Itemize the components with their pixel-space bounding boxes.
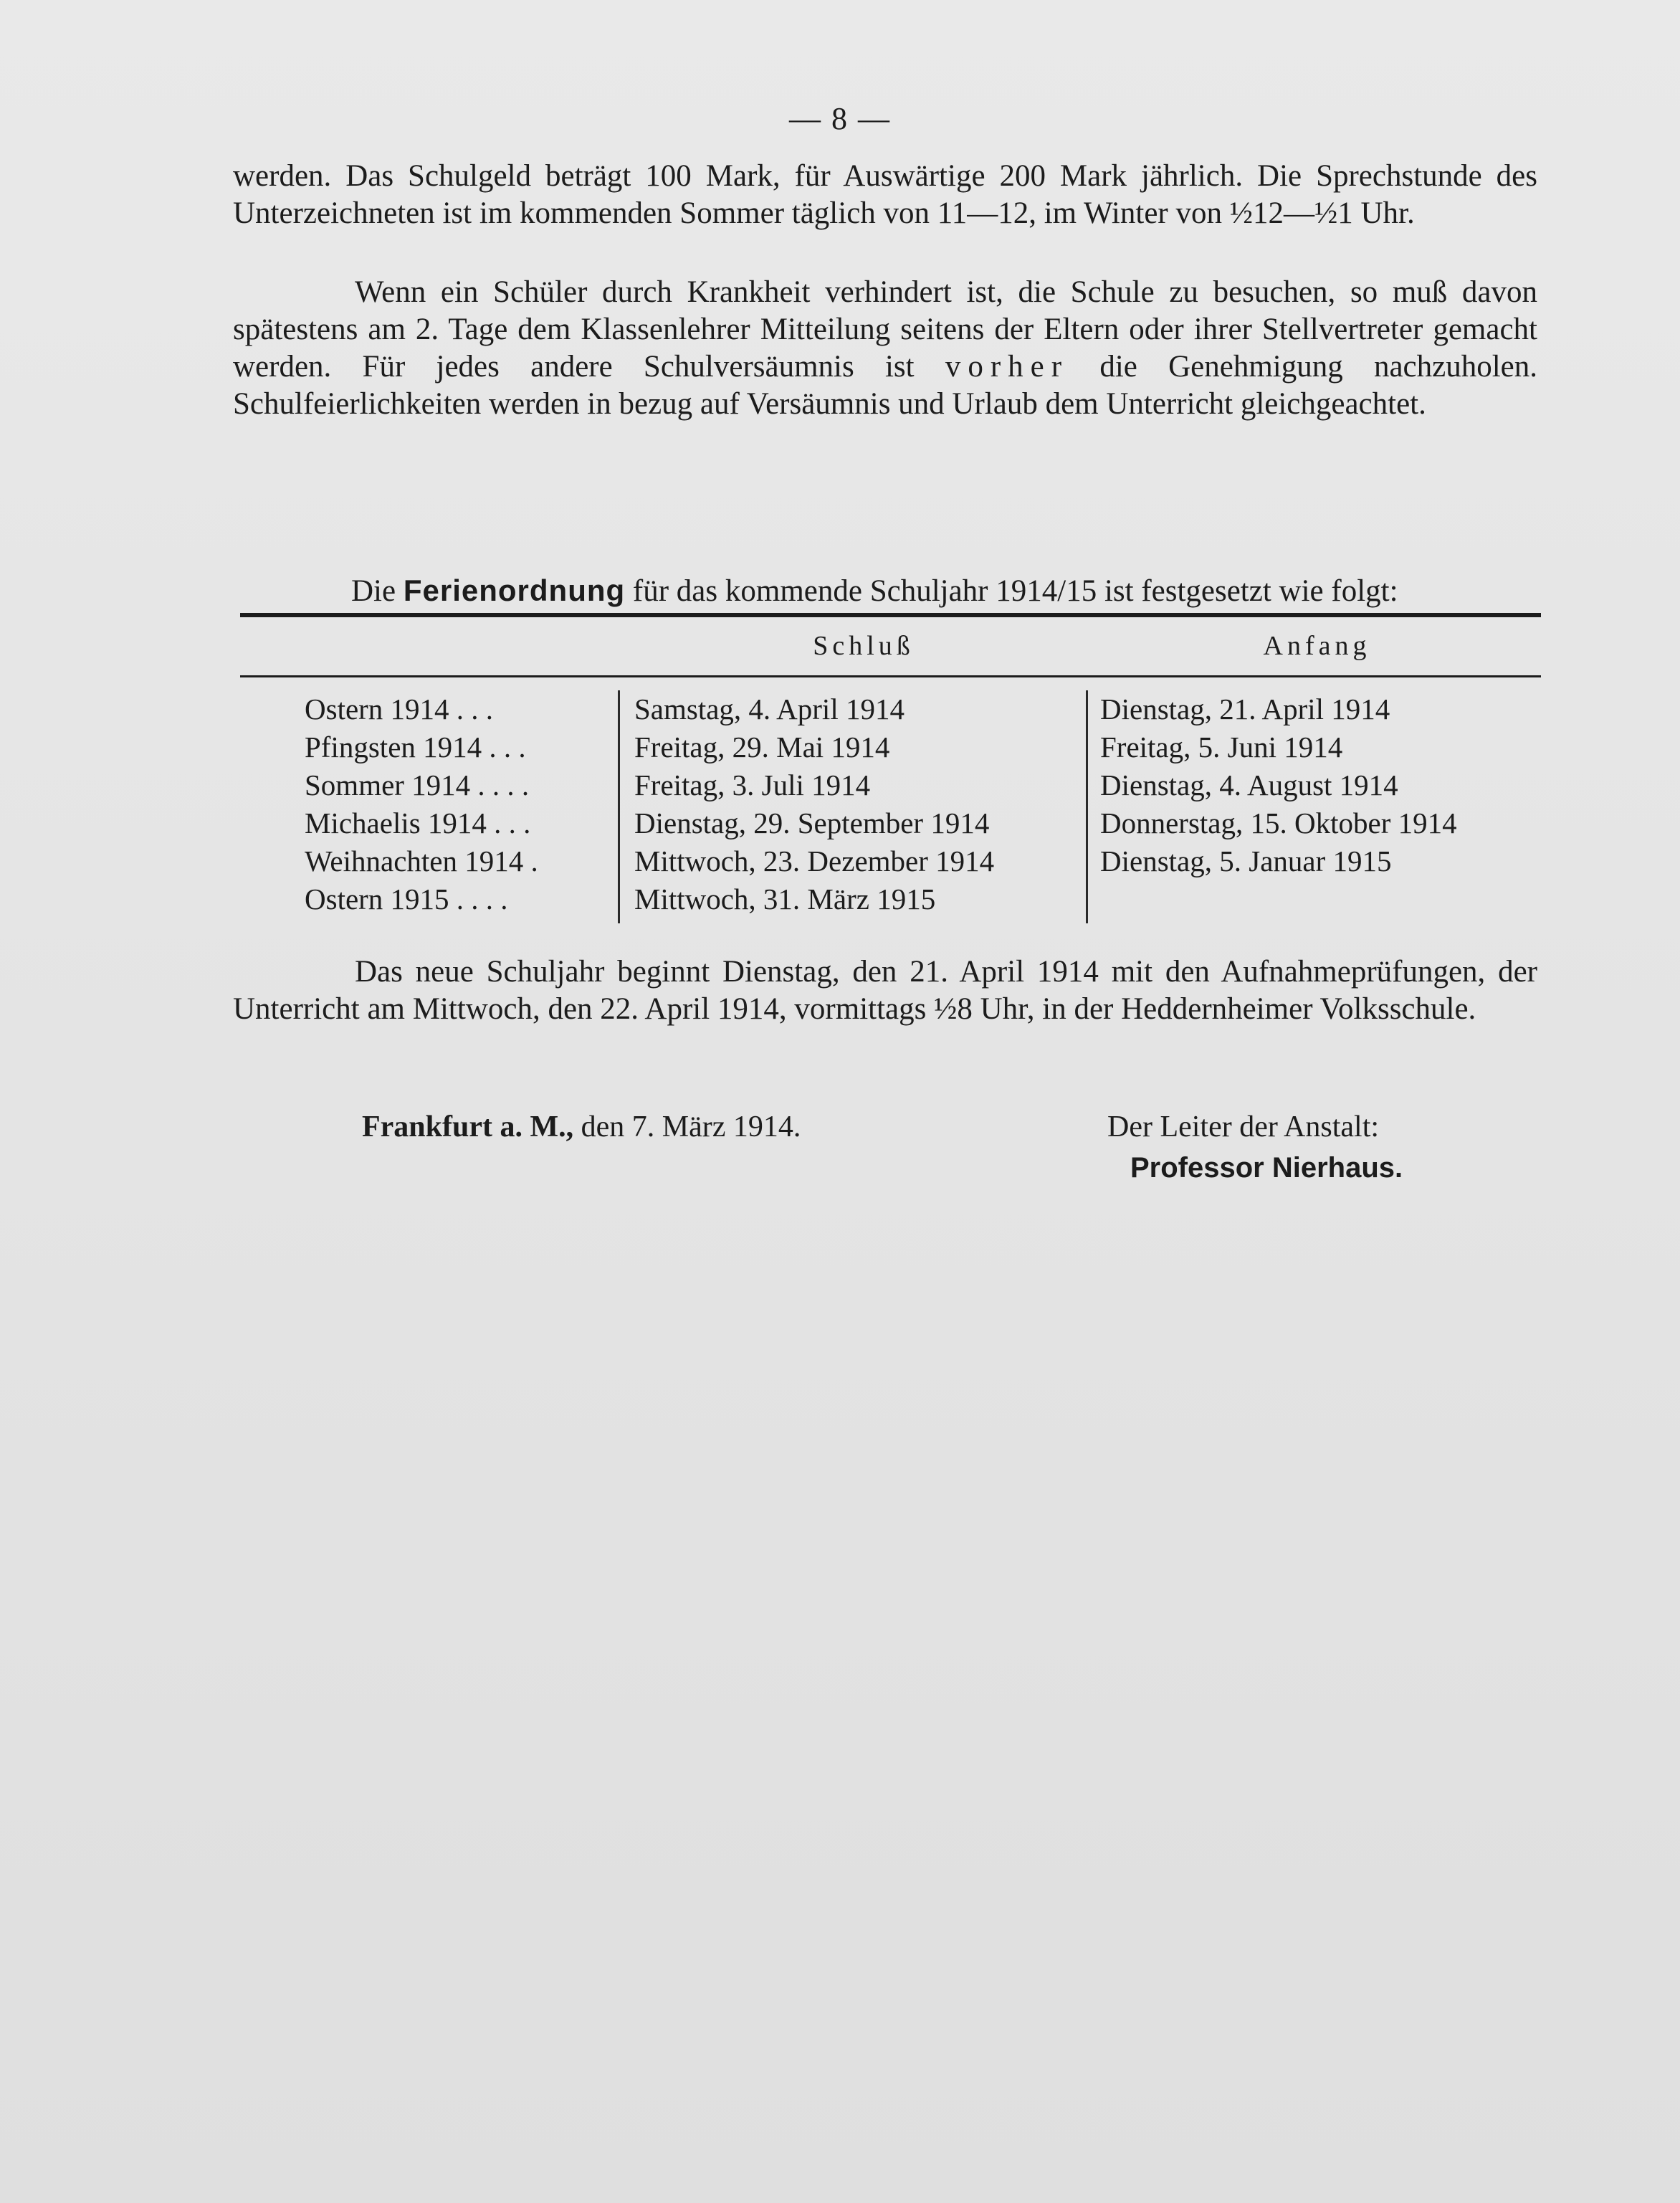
holiday-name: Weihnachten 1914 . [305,844,538,877]
holiday-name: Pfingsten 1914 . . . [305,731,526,763]
paragraph-absence [233,274,1537,423]
holiday-name: Michaelis 1914 . . . [305,807,531,839]
place: Frankfurt a. M., [362,1110,574,1143]
header-schluss: Schluß [813,631,915,661]
table-row [240,880,1541,918]
paragraph-school-fees: werden. Das Schulgeld beträgt 100 Mark, für Auswärtige 200 Mark jährlich. Die Sprechstunde des Unterzeichneten ist im kommenden Sommer täglich von 11—12, im Winter von ½12—½1 Uhr. [233,159,1537,230]
holiday-start [1086,880,1541,918]
table-top-rule [240,613,1541,617]
table-row [240,728,1541,766]
signatory-name: Professor Nierhaus. [1130,1152,1403,1184]
holiday-start: Dienstag, 5. Januar 1915 [1100,844,1392,877]
holiday-start: Donnerstag, 15. Oktober 1914 [1100,807,1457,839]
holiday-end: Mittwoch, 31. März 1915 [634,882,936,915]
intro-prefix: Die [351,574,404,608]
signatory-role: Der Leiter der Anstalt: [1107,1110,1380,1143]
holiday-start: Dienstag, 21. April 1914 [1100,693,1390,725]
table-header-rule [240,675,1541,677]
place-date [362,1110,801,1144]
intro-title: Ferienordnung [403,574,626,607]
holiday-end: Freitag, 3. Juli 1914 [634,769,871,801]
column-divider [618,690,620,923]
holiday-start: Freitag, 5. Juni 1914 [1100,731,1343,763]
holiday-name: Ostern 1915 . . . . [305,882,508,915]
table-row [240,690,1541,728]
table-row [240,804,1541,842]
holiday-end: Mittwoch, 23. Dezember 1914 [634,844,995,877]
intro-suffix: für das kommende Schuljahr 1914/15 ist festgesetzt wie folgt: [625,574,1398,608]
absence-text-start: Wenn ein Schüler durch Krankheit verhindert ist, die Schule zu besuchen, so muß davon spätestens am 2. Tage dem Klassenlehrer Mitteilung seitens der Eltern oder ihrer Stellvertreter gemacht werden. Für jedes andere Schulversäumnis ist [233,275,1537,384]
header-anfang: Anfang [1263,631,1371,661]
holiday-start: Dienstag, 4. August 1914 [1100,769,1398,801]
holiday-name: Sommer 1914 . . . . [305,769,530,801]
paragraph-new-school-year: Das neue Schuljahr beginnt Dienstag, den 21. April 1914 mit den Aufnahmeprüfungen, der Unterricht am Mittwoch, den 22. April 1914, vormittags ½8 Uhr, in der Heddernheimer Volksschule. [233,955,1537,1026]
holiday-table [240,613,1541,918]
date: den 7. März 1914. [573,1110,801,1143]
table-header [240,630,1541,670]
holiday-name: Ostern 1914 . . . [305,693,494,725]
table-row [240,766,1541,804]
table-row [240,842,1541,880]
page-number: — 8 — [789,101,891,136]
absence-emphasis: vorher [945,350,1069,384]
holiday-end: Samstag, 4. April 1914 [634,693,905,725]
table-body [240,690,1541,918]
holiday-intro [351,574,1541,609]
absence-text-end: die Genehmigung nachzuholen. Schulfeierlichkeiten werden in bezug auf Versäumnis und Urlaub dem Unterricht gleichgeachtet. [233,350,1537,421]
header-blank [240,630,634,670]
column-divider [1086,690,1088,923]
holiday-end: Dienstag, 29. September 1914 [634,807,990,839]
holiday-end: Freitag, 29. Mai 1914 [634,731,890,763]
